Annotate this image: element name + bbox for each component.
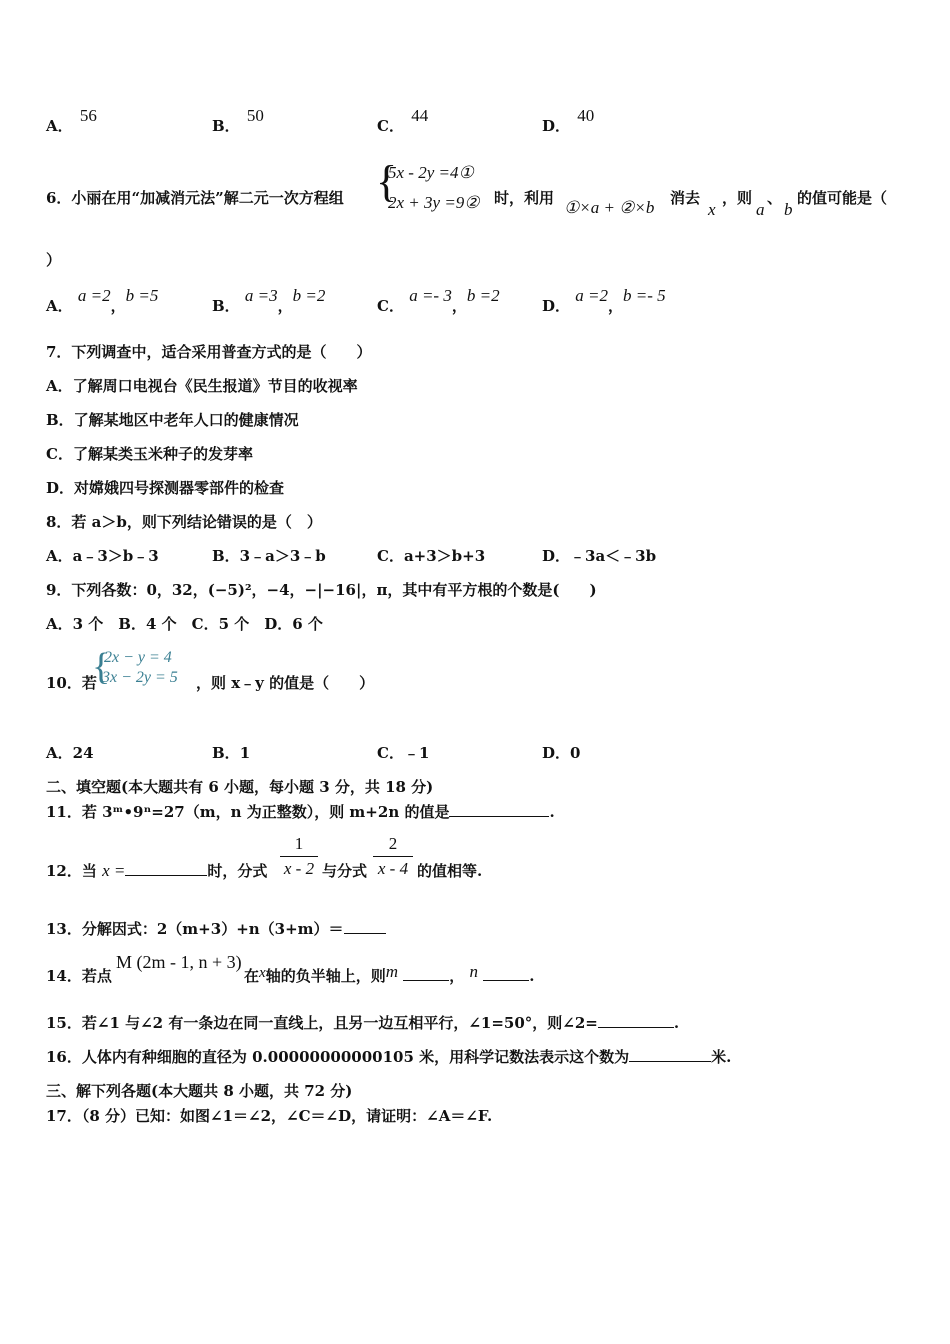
- q6-option-b: B． a =3，b =2: [212, 286, 326, 315]
- q7-stem: 7．下列调查中，适合采用普查方式的是（ ）: [46, 343, 372, 361]
- q16: 16．人体内有种细胞的直径为 0.00000000000105 米，用科学记数法表示这个数为 米.: [46, 1048, 732, 1066]
- q17: 17．（8 分）已知：如图∠1＝∠2，∠C＝∠D，请证明：∠A＝∠F.: [46, 1107, 493, 1125]
- q6-mid1: 时，利用: [494, 189, 555, 207]
- q6-var-b: b: [784, 200, 793, 219]
- q16-answer-blank: [629, 1047, 711, 1062]
- q9-options: A．3 个 B．4 个 C．5 个 D．6 个: [46, 615, 323, 633]
- q5-option-b: B． 50: [212, 106, 264, 135]
- q12-fraction-2: 2 x - 4: [373, 834, 413, 879]
- q6-close-paren: ）: [46, 251, 62, 269]
- q14-prefix: 14．若点: [46, 967, 112, 985]
- q12-line: 12．当 x = 时，分式: [46, 861, 268, 880]
- q10-brace: {: [92, 646, 111, 688]
- q10-equation-2: 3x − 2y = 5: [102, 669, 178, 686]
- q6-suffix: 的值可能是（: [797, 189, 888, 207]
- q6-equation-2: 2x + 3y =9②: [388, 193, 480, 212]
- q6-brace: {: [376, 157, 398, 206]
- q5-option-d-value: 40: [577, 106, 595, 125]
- q12-x-equals: x =: [102, 861, 126, 880]
- q7-option-d: D．对嫦娥四号探测器零部件的检查: [46, 479, 285, 497]
- q15-answer-blank: [598, 1013, 674, 1028]
- q12-answer-blank: [125, 861, 207, 876]
- q9-stem: 9．下列各数：0，32，(−5)²，−4，−|−16|，π，其中有平方根的个数是( ): [46, 581, 597, 599]
- q6-separator: 、: [767, 189, 783, 207]
- q8-option-d: D．﹣3a＜﹣3b: [542, 547, 657, 565]
- q6-mid2: 消去: [670, 189, 701, 207]
- q5-option-a-value: 56: [79, 106, 97, 125]
- section-2-heading: 二、填空题(本大题共有 6 小题，每小题 3 分，共 18 分): [46, 778, 434, 796]
- q7-option-c: C．了解某类玉米种子的发芽率: [46, 445, 253, 463]
- q6-option-a: A． a =2，b =5: [46, 286, 159, 315]
- q12-mid2: 与分式: [322, 862, 368, 880]
- q6-var-x: x: [708, 200, 716, 219]
- q10-option-a: A．24: [46, 744, 94, 762]
- q7-option-b: B．了解某地区中老年人口的健康情况: [46, 411, 299, 429]
- q7-option-a: A．了解周口电视台《民生报道》节目的收视率: [46, 377, 358, 395]
- q10-option-d: D．0: [542, 744, 581, 762]
- q5-option-b-value: 50: [246, 106, 264, 125]
- q10-option-b: B．1: [212, 744, 251, 762]
- q5-option-c-value: 44: [411, 106, 429, 125]
- q6-operation: ①×a + ②×b: [564, 198, 655, 217]
- section-3-heading: 三、解下列各题(本大题共 8 小题，共 72 分): [46, 1082, 353, 1100]
- q14-line: 在x轴的负半轴上，则m ， n .: [244, 962, 535, 985]
- q13-answer-blank: [344, 919, 386, 934]
- q11: 11．若 3ᵐ•9ⁿ=27（m，n 为正整数），则 m+2n 的值是 .: [46, 803, 555, 821]
- q10-prefix: 10．若: [46, 674, 97, 692]
- q6-var-a: a: [756, 200, 765, 219]
- q15: 15．若∠1 与∠2 有一条边在同一直线上，且另一边互相平行，∠1=50°，则∠2= .: [46, 1014, 680, 1032]
- q11-answer-blank: [449, 802, 549, 817]
- q10-option-c: C．﹣1: [377, 744, 430, 762]
- q13: 13．分解因式：2（m+3）+n（3+m）＝: [46, 918, 386, 939]
- q10-suffix: ，则 x﹣y 的值是（ ）: [196, 674, 375, 692]
- q8-option-b: B．3﹣a＞3﹣b: [212, 547, 326, 565]
- q8-option-c: C．a+3＞b+3: [377, 547, 486, 565]
- q6-option-d: D． a =2，b =- 5: [542, 286, 666, 315]
- q6-mid3: ，则: [722, 189, 753, 207]
- q14-point: M (2m - 1, n + 3): [116, 952, 242, 972]
- q6-prefix: 6．小丽在用“加减消元法”解二元一次方程组: [46, 189, 344, 207]
- q5-option-d: D． 40: [542, 106, 595, 135]
- q5-option-c: C． 44: [377, 106, 429, 135]
- q12-fraction-1: 1 x - 2: [280, 834, 318, 879]
- q5-option-a: A． 56: [46, 106, 97, 135]
- q14-m-blank: [403, 966, 449, 981]
- q8-option-a: A．a﹣3＞b﹣3: [46, 547, 159, 565]
- q6-option-c: C． a =- 3，b =2: [377, 286, 500, 315]
- q10-equation-1: 2x − y = 4: [104, 649, 172, 666]
- q14-n-blank: [483, 966, 529, 981]
- q8-stem: 8．若 a＞b，则下列结论错误的是（ ）: [46, 513, 322, 531]
- q6-equation-1: 5x - 2y =4①: [388, 163, 474, 182]
- q12-suffix: 的值相等.: [417, 862, 483, 880]
